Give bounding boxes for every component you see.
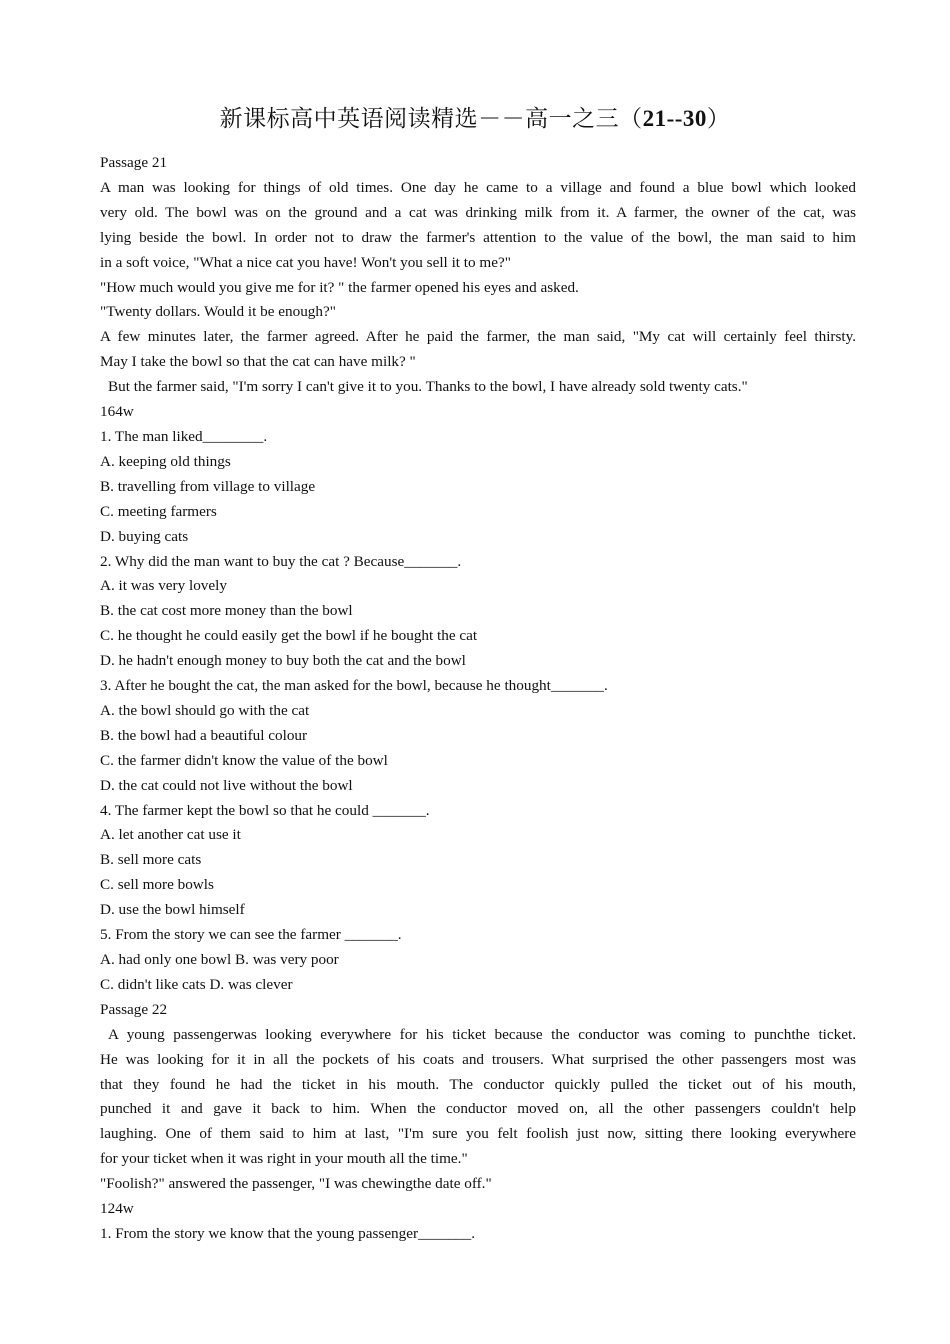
option: C. didn't like cats D. was clever bbox=[100, 975, 293, 993]
passage-line: in a soft voice, "What a nice cat you have! Won't you sell it to me?" bbox=[100, 253, 511, 271]
passage-line: "Twenty dollars. Would it be enough?" bbox=[100, 303, 336, 321]
option: C. the farmer didn't know the value of the bowl bbox=[100, 751, 388, 769]
option: B. the cat cost more money than the bowl bbox=[100, 602, 353, 620]
option: B. travelling from village to village bbox=[100, 477, 316, 495]
passage-heading: Passage 21 bbox=[100, 154, 168, 171]
option: C. he thought he could easily get the bowl if he bought the cat bbox=[100, 627, 478, 645]
passage-line: very old. The bowl was on the ground and a cat was drinking milk from it. A farmer, the owner of the cat, was bbox=[100, 203, 856, 221]
option: D. buying cats bbox=[100, 527, 189, 545]
passage-line: laughing. One of them said to him at last, "I'm sure you felt foolish just now, sitting there looking everywhere bbox=[100, 1125, 856, 1143]
question: 2. Why did the man want to buy the cat ? Because_______. bbox=[100, 552, 462, 570]
option: A. keeping old things bbox=[100, 452, 231, 470]
option: A. it was very lovely bbox=[100, 577, 227, 595]
title-close: ） bbox=[706, 106, 731, 131]
question: 1. The man liked________. bbox=[100, 427, 268, 445]
passage-line: "How much would you give me for it? " the farmer opened his eyes and asked. bbox=[100, 278, 579, 296]
word-count: 124w bbox=[100, 1200, 134, 1218]
question: 4. The farmer kept the bowl so that he could _______. bbox=[100, 801, 430, 819]
option: D. the cat could not live without the bowl bbox=[100, 776, 353, 794]
question: 1. From the story we know that the young passenger_______. bbox=[100, 1224, 475, 1242]
option: C. meeting farmers bbox=[100, 502, 217, 520]
passage-line: for your ticket when it was right in your mouth all the time." bbox=[100, 1150, 468, 1168]
word-count: 164w bbox=[100, 403, 134, 421]
option: B. the bowl had a beautiful colour bbox=[100, 726, 308, 744]
document-body bbox=[100, 151, 856, 1247]
option: A. let another cat use it bbox=[100, 826, 241, 844]
option: B. sell more cats bbox=[100, 851, 202, 869]
passage-line: May I take the bowl so that the cat can have milk? " bbox=[100, 353, 416, 371]
title-range: 21--30 bbox=[642, 106, 707, 131]
option: D. use the bowl himself bbox=[100, 901, 245, 919]
passage-line: "Foolish?" answered the passenger, "I was chewingthe date off." bbox=[100, 1175, 492, 1193]
passage-line: But the farmer said, "I'm sorry I can't give it to you. Thanks to the bowl, I have already sold twenty cats." bbox=[108, 378, 748, 396]
passage-line: He was looking for it in all the pockets of his coats and trousers. What surprised the other passengers most was bbox=[100, 1050, 856, 1068]
passage-line: A young passengerwas looking everywhere for his ticket because the conductor was coming to punchthe ticket. bbox=[108, 1025, 856, 1043]
question: 5. From the story we can see the farmer _______. bbox=[100, 926, 402, 944]
page-title bbox=[0, 100, 950, 133]
passage-heading: Passage 22 bbox=[100, 1000, 168, 1018]
passage-line: that they found he had the ticket in his mouth. The conductor quickly pulled the ticket out of his mouth, bbox=[100, 1075, 856, 1093]
option: A. had only one bowl B. was very poor bbox=[100, 951, 339, 968]
passage-line: A few minutes later, the farmer agreed. After he paid the farmer, the man said, "My cat will certainly feel thirsty. bbox=[100, 328, 856, 346]
passage-line: lying beside the bowl. In order not to draw the farmer's attention to the value of the bowl, the man said to him bbox=[100, 228, 856, 246]
question: 3. After he bought the cat, the man asked for the bowl, because he thought_______. bbox=[100, 677, 608, 695]
option: A. the bowl should go with the cat bbox=[100, 701, 310, 719]
passage-line: A man was looking for things of old times. One day he came to a village and found a blue bowl which looked bbox=[100, 178, 856, 196]
option: D. he hadn't enough money to buy both the cat and the bowl bbox=[100, 652, 466, 670]
option: C. sell more bowls bbox=[100, 876, 214, 894]
title-main: 新课标高中英语阅读精选－－高一之三（ bbox=[219, 106, 643, 131]
passage-line: punched it and gave it back to him. When the conductor moved on, all the other passengers couldn't help bbox=[100, 1100, 856, 1118]
